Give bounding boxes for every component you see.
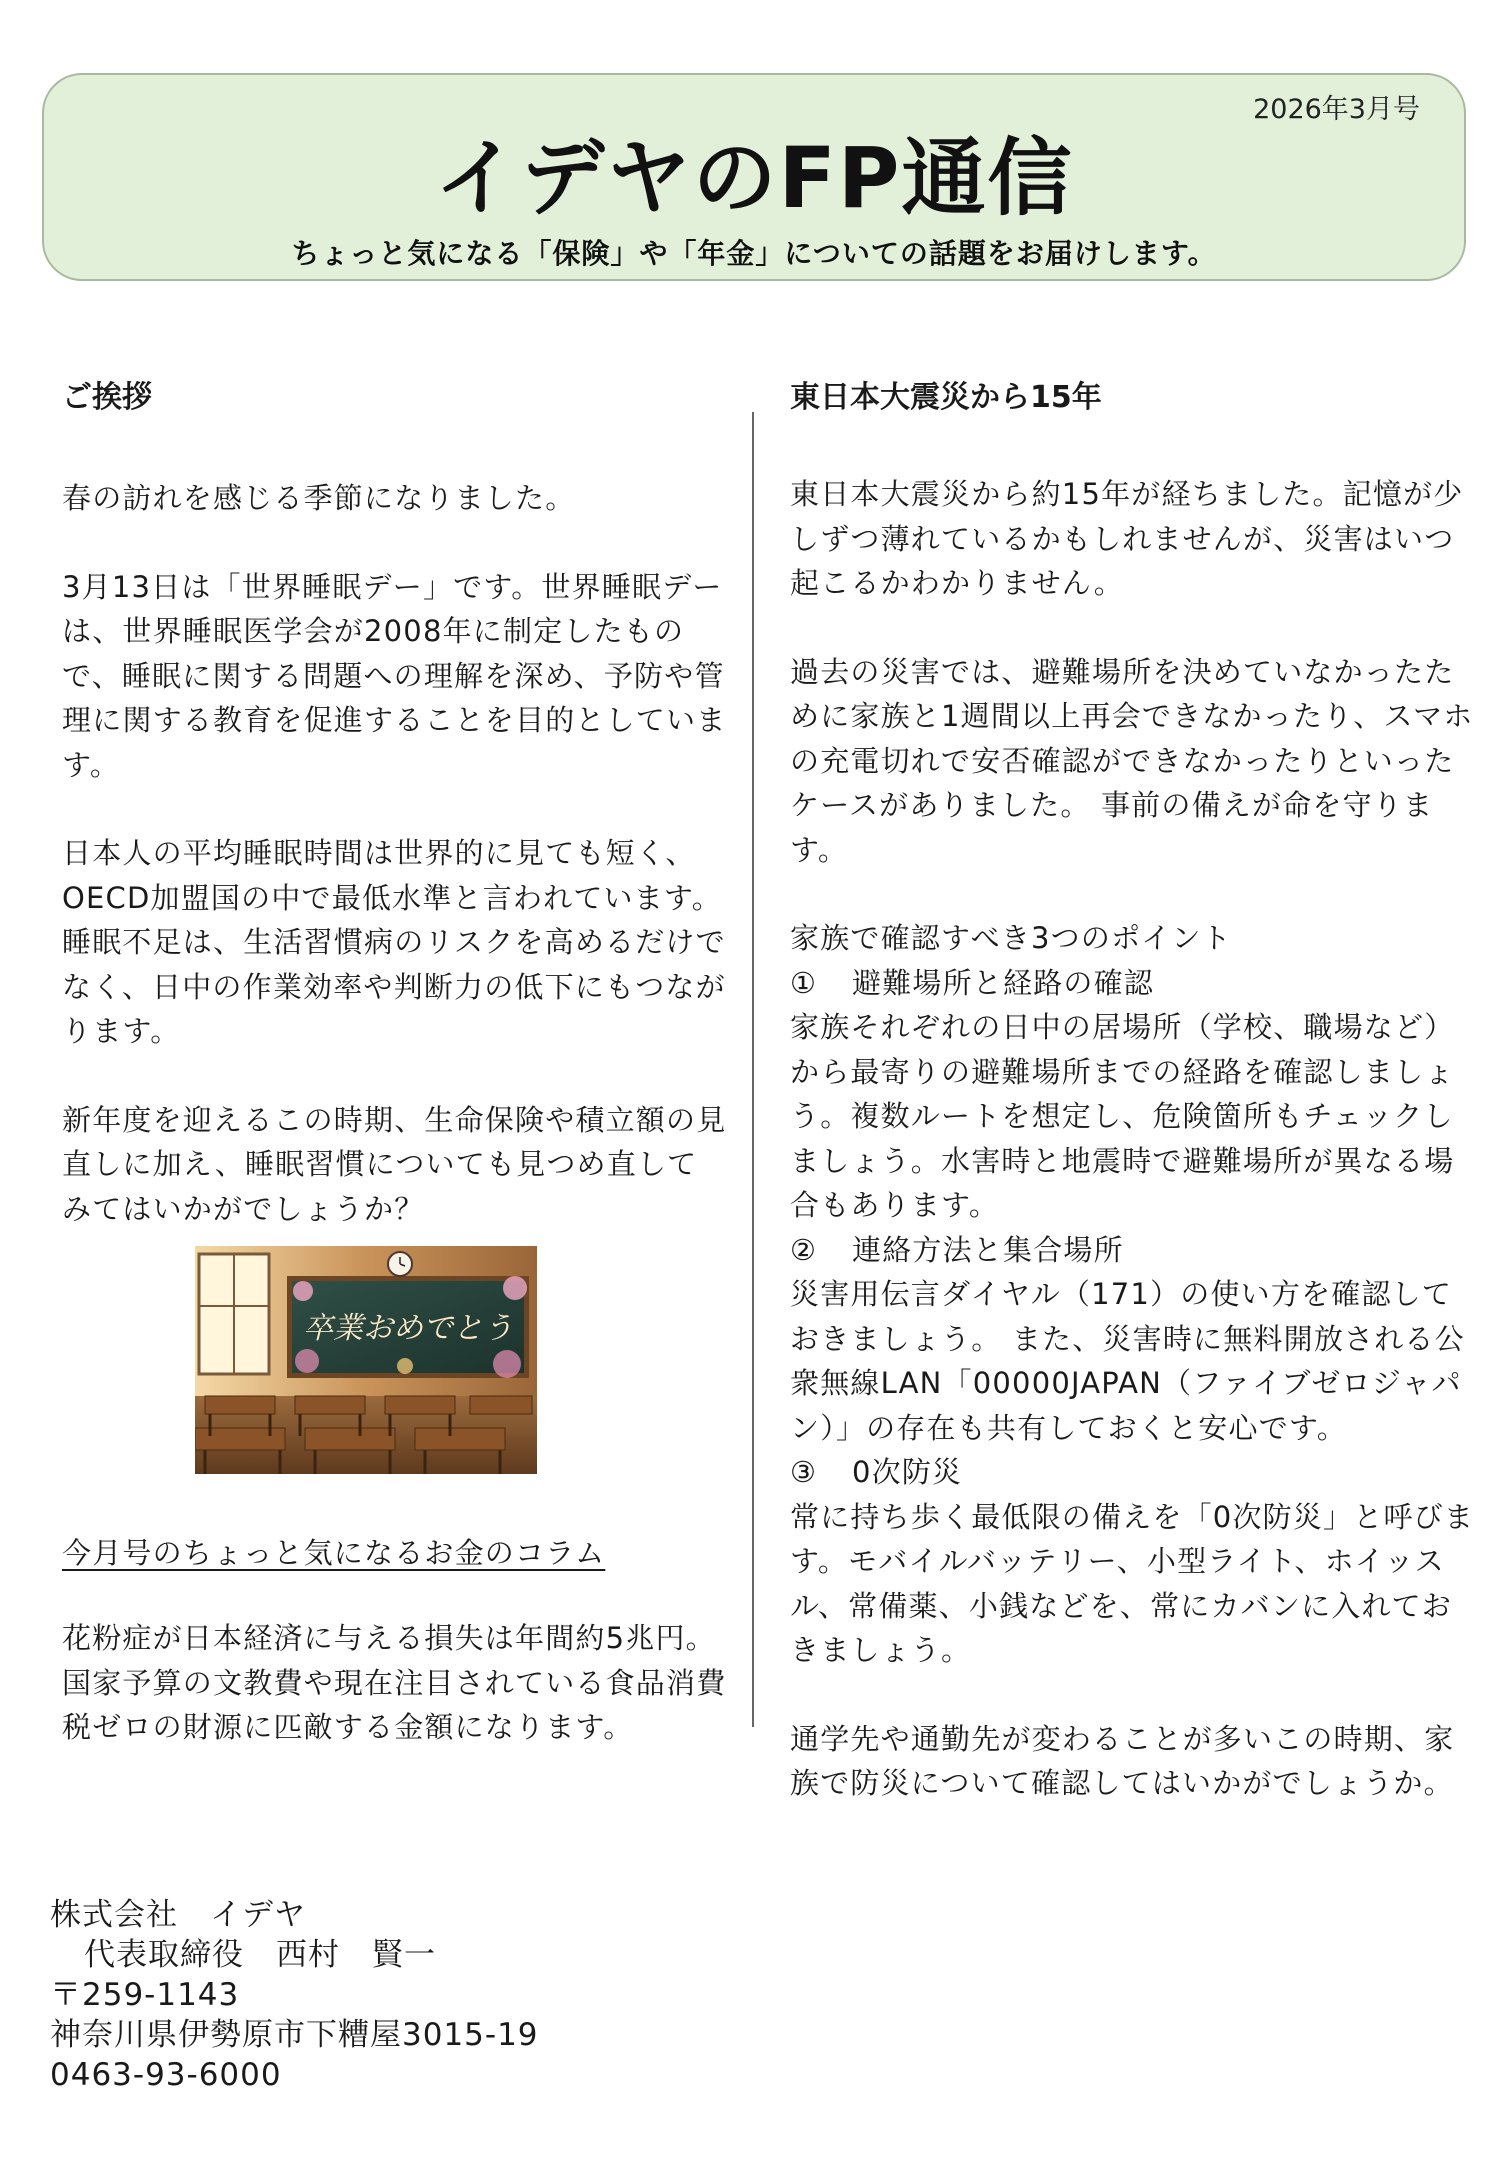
point-heading: ② 連絡方法と集合場所 bbox=[790, 1232, 1124, 1267]
point-text: 常に持ち歩く最低限の備えを「0次防災」と呼びます。モバイルバッテリー、小型ライト、ホイッスル、常備薬、小銭などを、常にカバンに入れておきましょう。 bbox=[790, 1499, 1475, 1667]
header-banner bbox=[42, 73, 1466, 281]
greeting-paragraph: 春の訪れを感じる季節になりました。 bbox=[62, 481, 576, 515]
point-heading: ③ 0次防災 bbox=[790, 1455, 963, 1489]
chalkboard-text: 卒業おめでとう bbox=[303, 1311, 513, 1346]
phone-number: 0463-93-6000 bbox=[50, 2057, 282, 2093]
point-heading: ① 避難場所と経路の確認 bbox=[790, 965, 1155, 1000]
company-footer bbox=[50, 1895, 539, 2095]
disaster-paragraph: 過去の災害では、避難場所を決めていなかったために家族と1週間以上再会できなかったり、スマホの充電切れで安否確認ができなかったりといったケースがありました。 事前の備えが命を守ります。 bbox=[790, 654, 1474, 867]
right-column bbox=[790, 360, 1475, 1806]
money-column-text: 花粉症が日本経済に与える損失は年間約5兆円。国家予算の文教費や現在注目されている食品消費税ゼロの財源に匹敵する金額になります。 bbox=[62, 1621, 727, 1744]
greeting-paragraph: 新年度を迎えるこの時期、生命保険や積立額の見直しに加え、睡眠習慣についても見つめ直してみてはいかがでしょうか？ bbox=[62, 1102, 727, 1226]
column-divider bbox=[752, 412, 754, 1727]
point-text: 家族それぞれの日中の居場所（学校、職場など）から最寄りの避難場所までの経路を確認しましょう。複数ルートを想定し、危険箇所もチェックしましょう。水害時と地震時で避難場所が異なる場合もあります。 bbox=[790, 1010, 1455, 1222]
money-column bbox=[62, 1531, 727, 1750]
greeting-paragraph: 日本人の平均睡眠時間は世界的に見ても短く、OECD加盟国の中で最低水準と言われています。睡眠不足は、生活習慣病のリスクを高めるだけでなく、日中の作業効率や判断力の低下にもつながります。 bbox=[62, 836, 726, 1048]
newsletter-title: イデヤのFP通信 bbox=[434, 129, 1074, 227]
money-column-title: 今月号のちょっと気になるお金のコラム bbox=[62, 1536, 606, 1570]
point-text: 災害用伝言ダイヤル（171）の使い方を確認しておきましょう。 また、災害時に無料開放される公衆無線LAN「00000JAPAN（ファイブゼロジャパン）」の存在も共有しておくと安心です。 bbox=[790, 1277, 1465, 1445]
left-column bbox=[62, 360, 727, 1275]
representative: 代表取締役 西村 賢一 bbox=[84, 1937, 436, 1973]
issue-date: 2026年3月号 bbox=[1253, 94, 1420, 125]
graduation-classroom-image bbox=[195, 1246, 537, 1474]
disaster-paragraph: 東日本大震災から約15年が経ちました。記憶が少しずつ薄れているかもしれませんが、災害はいつ起こるかわかりません。 bbox=[790, 477, 1464, 600]
company-name: 株式会社 イデヤ bbox=[50, 1897, 306, 1933]
postal-code: 〒259-1143 bbox=[50, 1977, 240, 2013]
newsletter-subtitle: ちょっと気になる「保険」や「年金」についての話題をお届けします。 bbox=[291, 237, 1217, 270]
disaster-heading: 東日本大震災から15年 bbox=[790, 380, 1102, 415]
points-title: 家族で確認すべき3つのポイント bbox=[790, 921, 1232, 955]
address: 神奈川県伊勢原市下糟屋3015-19 bbox=[50, 2017, 539, 2053]
greeting-paragraph: 3月13日は「世界睡眠デー」です。世界睡眠デーは、世界睡眠医学会が2008年に制定したもので、睡眠に関する問題への理解を深め、予防や管理に関する教育を促進することを目的としています。 bbox=[62, 569, 727, 782]
greeting-heading: ご挨拶 bbox=[62, 380, 152, 415]
disaster-closing: 通学先や通勤先が変わることが多いこの時期、家族で防災について確認してはいかがでしょうか。 bbox=[790, 1721, 1455, 1800]
